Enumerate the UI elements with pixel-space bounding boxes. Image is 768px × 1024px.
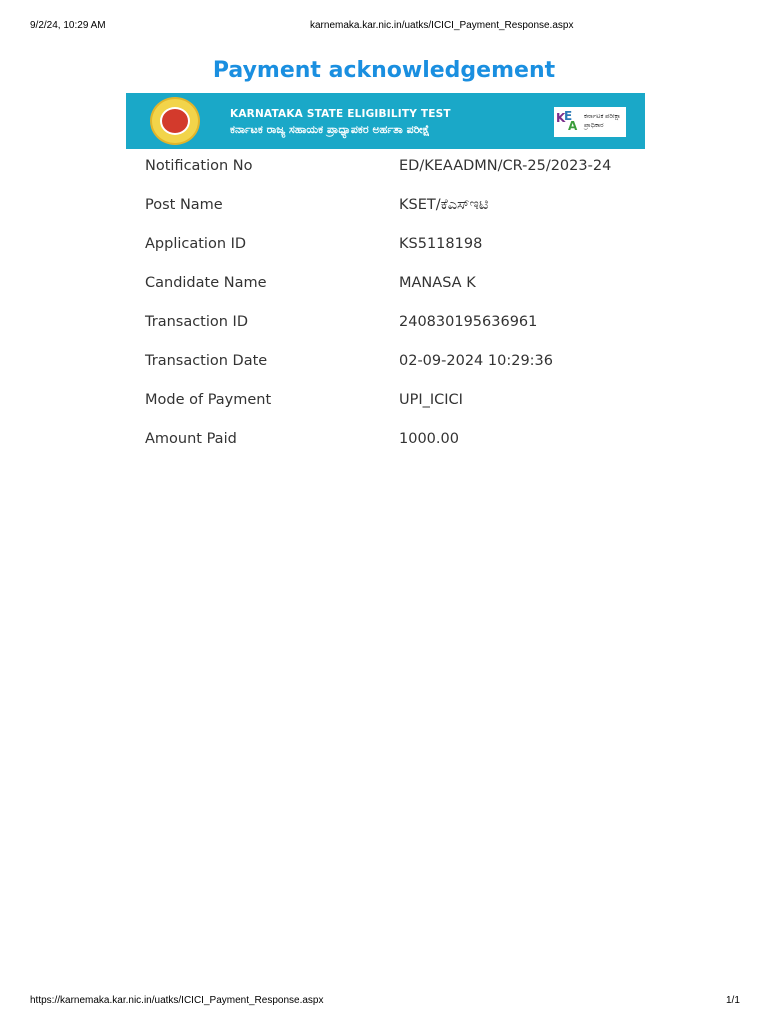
page-number: 1/1 (726, 995, 740, 1006)
detail-label: Transaction Date (145, 353, 268, 369)
detail-row-mode-of-payment (145, 392, 625, 414)
detail-value: 240830195636961 (399, 314, 538, 330)
print-url: karnemaka.kar.nic.in/uatks/ICICI_Payment_Response.aspx (310, 20, 574, 31)
detail-value: MANASA K (399, 275, 476, 291)
kset-banner (126, 93, 645, 149)
kea-logo-text: ಕರ್ನಾಟಕ ಪರೀಕ್ಷಾ ಪ್ರಾಧಿಕಾರ (584, 113, 621, 129)
kea-logo (554, 107, 626, 137)
detail-value: 02-09-2024 10:29:36 (399, 353, 553, 369)
detail-value: KSET/ಕೆಎಸ್ಇಟಿ (399, 197, 489, 213)
detail-value: 1000.00 (399, 431, 459, 447)
banner-title-english: KARNATAKA STATE ELIGIBILITY TEST (230, 108, 451, 120)
detail-row-amount-paid (145, 431, 625, 453)
detail-row-notification-no (145, 158, 625, 180)
detail-label: Notification No (145, 158, 253, 174)
detail-row-transaction-date (145, 353, 625, 375)
detail-label: Post Name (145, 197, 223, 213)
detail-label: Mode of Payment (145, 392, 272, 408)
detail-label: Application ID (145, 236, 247, 252)
footer-url: https://karnemaka.kar.nic.in/uatks/ICICI_Payment_Response.aspx (30, 995, 324, 1006)
kea-logo-icon: K E A (556, 109, 578, 133)
page-title: Payment acknowledgement (212, 58, 556, 83)
detail-row-post-name (145, 197, 625, 219)
print-datetime: 9/2/24, 10:29 AM (30, 20, 106, 31)
government-emblem-icon (150, 97, 200, 145)
detail-row-application-id (145, 236, 625, 258)
banner-title-kannada: ಕರ್ನಾಟಕ ರಾಜ್ಯ ಸಹಾಯಕ ಪ್ರಾಧ್ಯಾಪಕರ ಅರ್ಹತಾ ಪರೀಕ್ಷೆ (230, 123, 430, 136)
detail-label: Candidate Name (145, 275, 267, 291)
detail-label: Amount Paid (145, 431, 237, 447)
detail-row-candidate-name (145, 275, 625, 297)
detail-value: KS5118198 (399, 236, 483, 252)
detail-row-transaction-id (145, 314, 625, 336)
detail-value: UPI_ICICI (399, 392, 463, 408)
detail-value: ED/KEAADMN/CR-25/2023-24 (399, 158, 612, 174)
detail-label: Transaction ID (145, 314, 249, 330)
